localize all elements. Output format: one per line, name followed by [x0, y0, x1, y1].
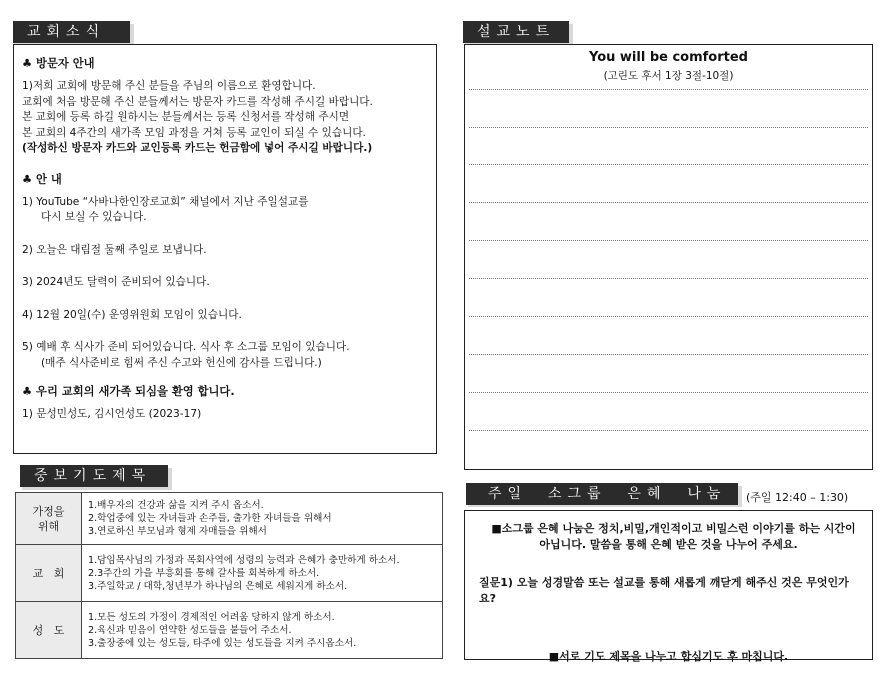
- visitor-lines: [22, 79, 426, 157]
- prayer-item: 1.모든 성도의 가정이 경제적인 어려움 당하지 않게 하소서.: [88, 611, 335, 623]
- prayer-item: 1.담임목사님의 가정과 목회사역에 성령의 능력과 은혜가 충만하게 하소서.: [88, 554, 400, 566]
- notice-title: ♣ 안 내: [22, 172, 62, 186]
- note-line: [469, 392, 868, 393]
- sermon-note-box: [464, 44, 873, 470]
- group-tab: 주일 소그룹 은혜 나눔: [466, 483, 738, 505]
- note-line: [469, 202, 868, 203]
- prayer-tab: 중보기도제목: [20, 465, 168, 487]
- prayer-item: 2.3주간의 가을 부흥회를 통해 갈사를 회복하게 하소서.: [88, 567, 320, 579]
- prayer-items: [82, 493, 443, 545]
- prayer-items: [82, 602, 443, 659]
- group-closing: ■서로 기도 제목을 나누고 합심기도 후 마칩니다.: [548, 650, 789, 663]
- notice-line: 5) 예배 후 식사가 준비 되어있습니다. 식사 후 소그룹 모임이 있습니다.: [22, 341, 350, 353]
- notice-line: 3) 2024년도 달력이 준비되어 있습니다.: [22, 276, 210, 288]
- note-line: [469, 127, 868, 128]
- prayer-category: [16, 602, 82, 659]
- visitor-title: ♣ 방문자 안내: [22, 57, 95, 70]
- prayer-item: 2.육신과 믿음이 연약한 성도들을 붙들어 주소서.: [88, 624, 292, 636]
- prayer-item: 3.주일학교 / 대학,청년부가 하나님의 은혜로 세워지게 하소서.: [88, 580, 348, 592]
- table-row: [16, 602, 443, 659]
- prayer-items: [82, 545, 443, 602]
- note-line: [469, 89, 868, 90]
- visitor-line: 1)저희 교회에 방문해 주신 분들을 주님의 이름으로 환영합니다.: [22, 80, 316, 92]
- prayer-category: [16, 493, 82, 545]
- small-group-box: [464, 510, 873, 663]
- news-box: [13, 44, 437, 454]
- visitor-line: (작성하신 방문자 카드와 교인등록 카드는 헌금함에 넣어 주시길 바랍니다.): [22, 142, 373, 154]
- prayer-category-label: 가정을 위해: [32, 504, 65, 533]
- group-time: (주일 12:40 – 1:30): [746, 491, 849, 504]
- prayer-category: [16, 545, 82, 602]
- note-line: [469, 316, 868, 317]
- group-question: 질문1) 오늘 성경말씀 또는 설교를 통해 새롭게 깨닫게 해주신 것은 무엇인가요?: [479, 576, 849, 605]
- notice-line: 1) YouTube “사바나한인장로교회” 채널에서 지난 주일설교를: [22, 195, 309, 208]
- news-tab: 교회소식: [13, 21, 130, 43]
- note-line: [469, 240, 868, 241]
- prayer-item: 3.출장중에 있는 성도들, 타주에 있는 성도들을 지켜 주시옵소서.: [88, 637, 357, 649]
- table-row: [16, 545, 443, 602]
- prayer-item: 2.학업중에 있는 자녀들과 손주들, 출가한 자녀들을 위해서: [88, 513, 332, 524]
- visitor-line: 본 교회에 등록 하길 원하시는 분들께서는 등록 신청서를 작성해 주시면: [22, 111, 350, 123]
- note-tab: 설교노트: [463, 21, 569, 43]
- note-line: [469, 354, 868, 355]
- welcome-line: 1) 문성민성도, 김시언성도 (2023-17): [22, 408, 202, 420]
- prayer-item: 1.배우자의 건강과 삶을 지켜 주시 옵소서.: [88, 500, 264, 511]
- notice-line: 다시 보실 수 있습니다.: [41, 211, 147, 223]
- table-row: [16, 493, 443, 545]
- notice-line: 2) 오늘은 대림절 둘째 주일로 보냅니다.: [22, 243, 207, 256]
- prayer-table: [15, 492, 443, 659]
- notice-line: 4) 12월 20일(수) 운영위원회 모임이 있습니다.: [22, 308, 242, 321]
- note-line: [469, 278, 868, 279]
- notice-line: (매주 식사준비로 힘써 주신 수고와 헌신에 감사를 드립니다.): [41, 356, 322, 369]
- group-intro: ■소그룹 은혜 나눔은 정치,비밀,개인적이고 비밀스런 이야기를 하는 시간이 아닙니다. 말씀을 통해 은혜 받은 것을 나누어 주세요.: [491, 522, 856, 551]
- visitor-line: 교회에 처음 방문해 주신 분들께서는 방문자 카드를 작성해 주시길 바랍니다.: [22, 95, 373, 108]
- prayer-item: 3.연로하신 부모님과 형제 자매들을 위해서: [88, 526, 267, 537]
- note-line: [469, 164, 868, 165]
- sermon-scripture: (고린도 후서 1장 3절-10절): [603, 70, 734, 82]
- visitor-line: 본 교회의 4주간의 새가족 모임 과정을 거쳐 등록 교인이 되실 수 있습니다.: [22, 126, 366, 139]
- prayer-category-label: 교 회: [32, 566, 65, 580]
- note-line: [469, 430, 868, 431]
- prayer-category-label: 성 도: [32, 623, 65, 637]
- sermon-title: You will be comforted: [588, 50, 748, 65]
- notice-lines: [22, 195, 426, 372]
- welcome-title: ♣ 우리 교회의 새가족 되심을 환영 합니다.: [22, 385, 235, 398]
